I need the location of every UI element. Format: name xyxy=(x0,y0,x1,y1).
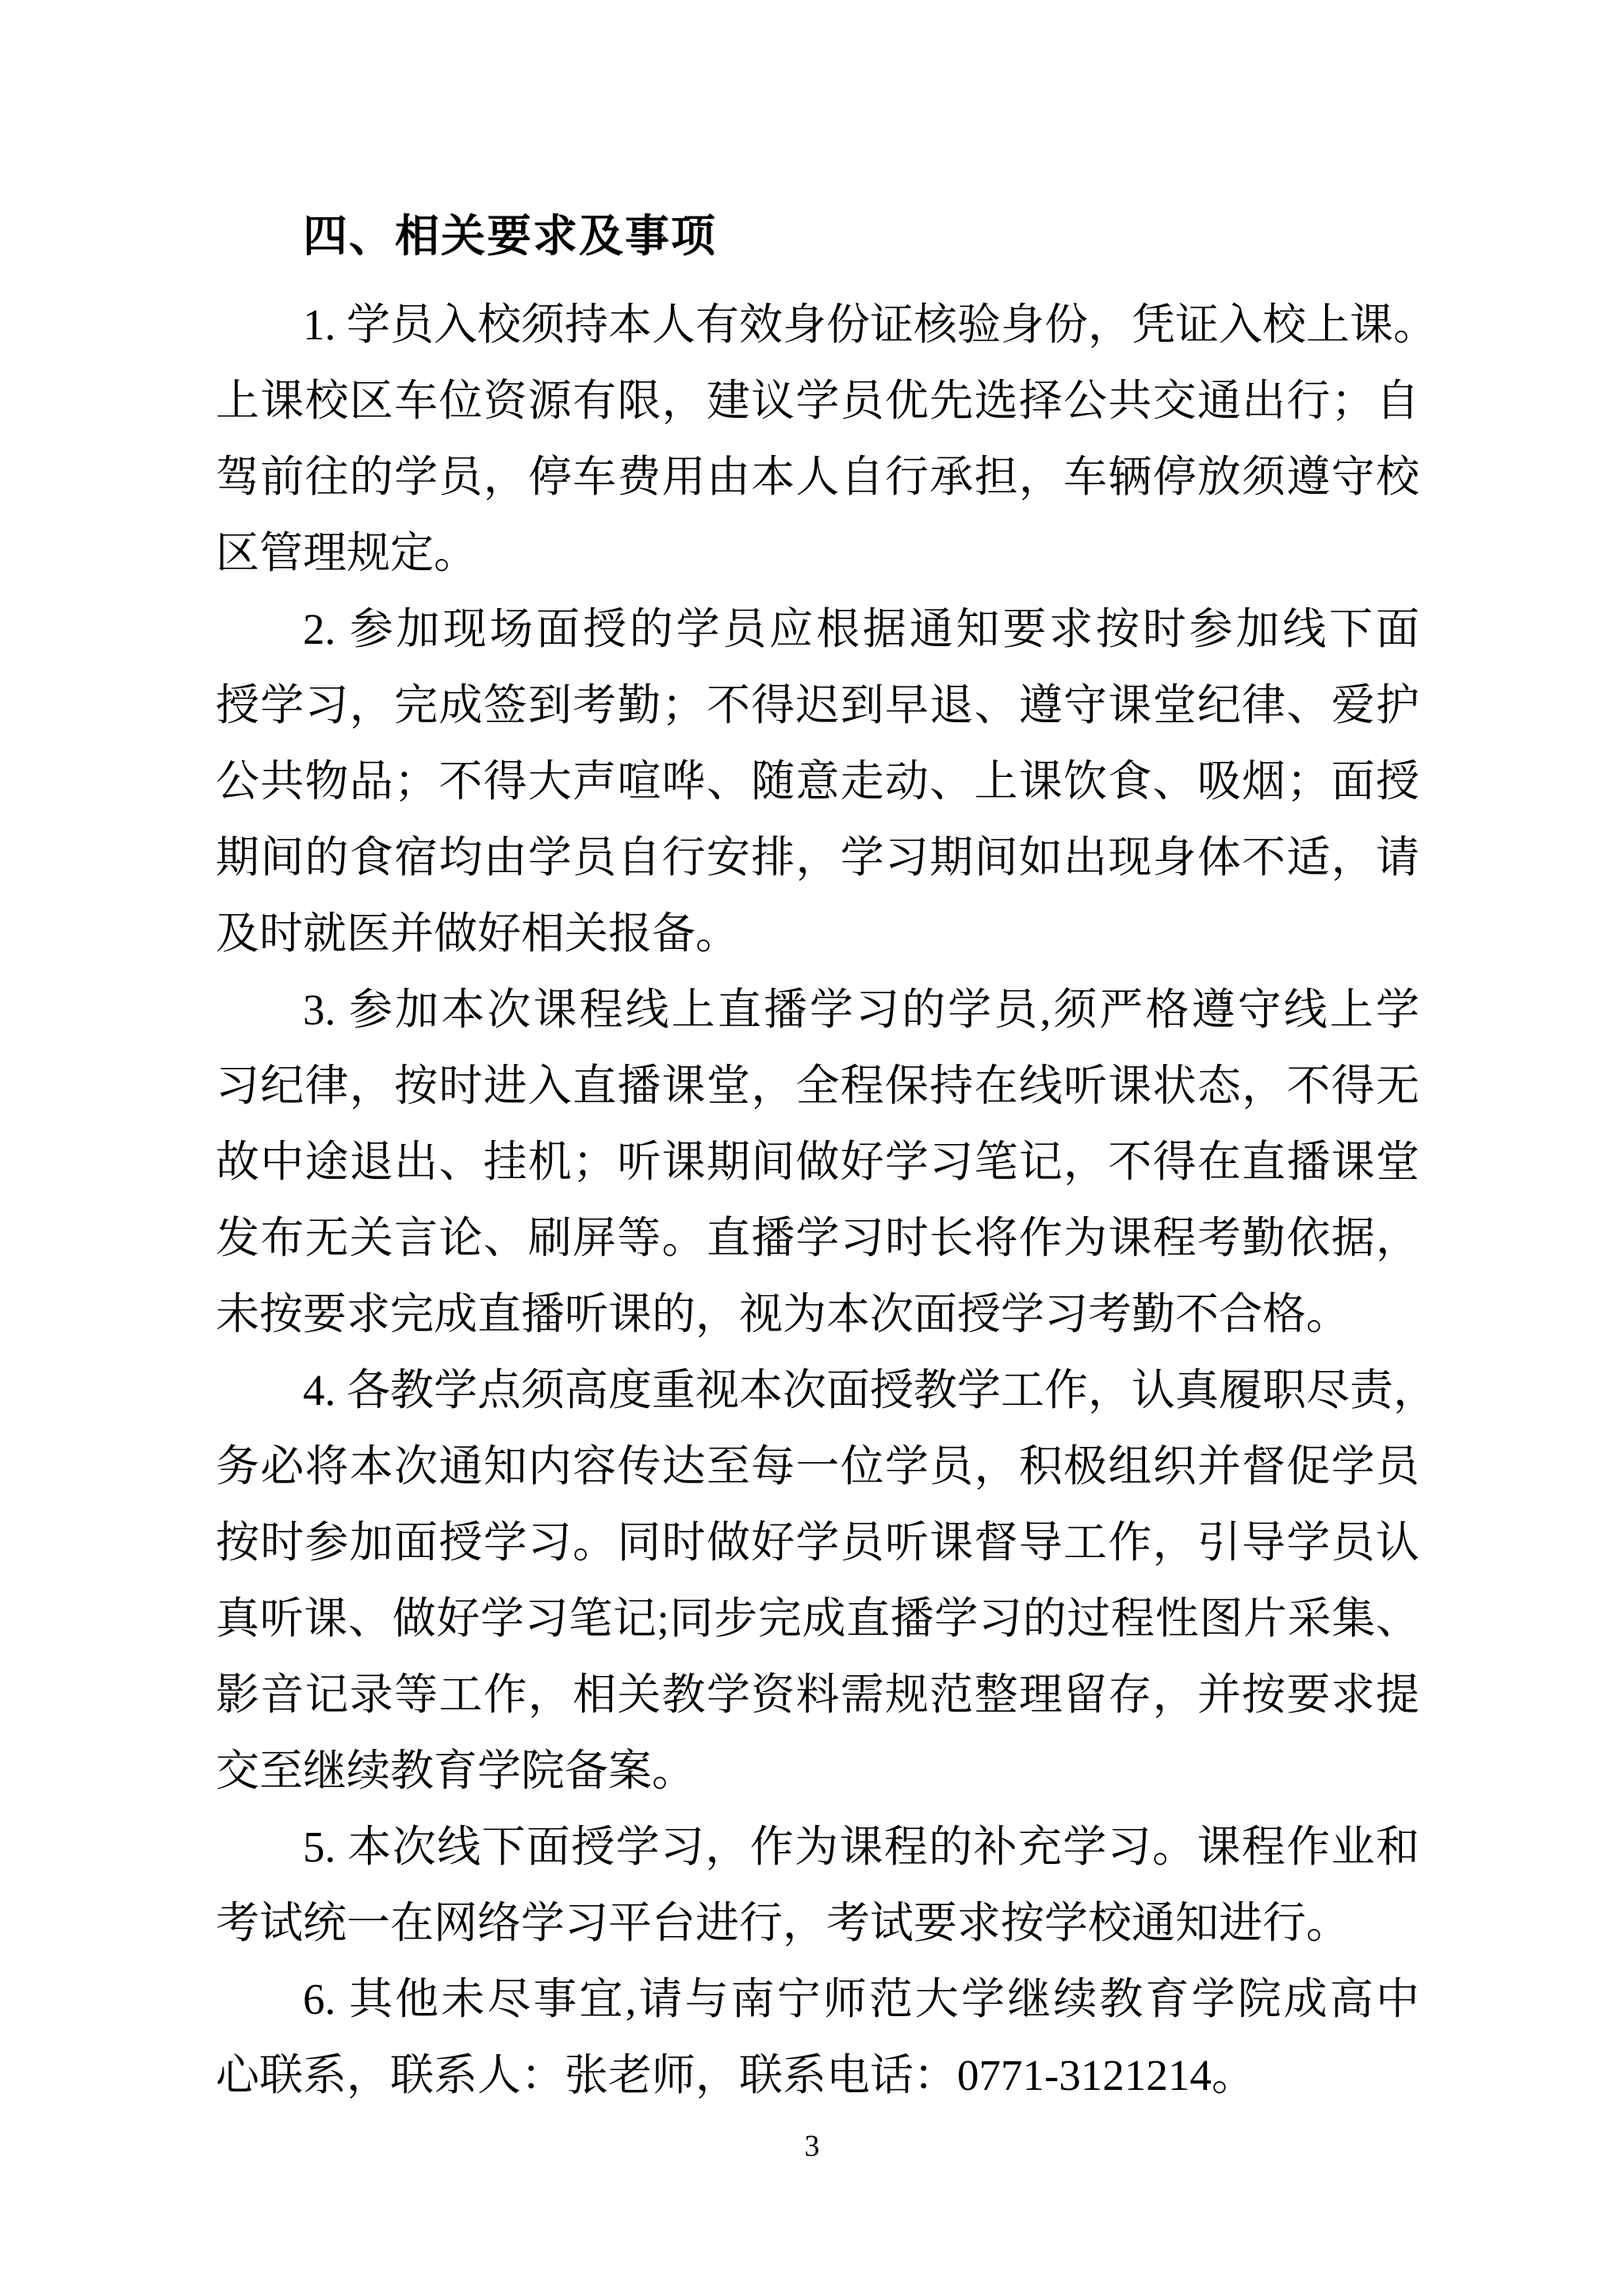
page-number: 3 xyxy=(804,2130,820,2163)
section-heading: 四、相关要求及事项 xyxy=(303,211,717,261)
text-line: 6. 其他未尽事宜,请与南宁师范大学继续教育学院成高中 xyxy=(303,1975,1419,2023)
text-line: 未按要求完成直播听课的，视为本次面授学习考勤不合格。 xyxy=(216,1290,1350,1338)
document-content xyxy=(216,198,1438,2114)
text-line: 期间的食宿均由学员自行安排，学习期间如出现身体不适，请 xyxy=(216,833,1419,882)
body-text xyxy=(216,287,1438,2114)
text-line: 心联系，联系人：张老师，联系电话：0771-3121214。 xyxy=(216,2051,1255,2099)
text-line: 4. 各教学点须高度重视本次面授教学工作，认真履职尽责， xyxy=(303,1366,1438,1414)
text-line: 故中途退出、挂机；听课期间做好学习笔记，不得在直播课堂 xyxy=(216,1138,1419,1186)
text-line: 真听课、做好学习笔记;同步完成直播学习的过程性图片采集、 xyxy=(216,1594,1419,1643)
text-line: 交至继续教育学院备案。 xyxy=(216,1747,696,1795)
text-line: 影音记录等工作，相关教学资料需规范整理留存，并按要求提 xyxy=(216,1670,1419,1719)
text-line: 区管理规定。 xyxy=(216,529,478,577)
text-line: 授学习，完成签到考勤；不得迟到早退、遵守课堂纪律、爱护 xyxy=(216,681,1419,729)
text-line: 驾前往的学员，停车费用由本人自行承担，车辆停放须遵守校 xyxy=(216,453,1419,501)
text-line: 上课校区车位资源有限，建议学员优先选择公共交通出行；自 xyxy=(216,377,1419,425)
text-line: 习纪律，按时进入直播课堂，全程保持在线听课状态，不得无 xyxy=(216,1062,1419,1110)
text-line: 考试统一在网络学习平台进行，考试要求按学校通知进行。 xyxy=(216,1899,1350,1947)
text-line: 1. 学员入校须持本人有效身份证核验身份，凭证入校上课。 xyxy=(303,300,1438,349)
text-line: 公共物品；不得大声喧哗、随意走动、上课饮食、吸烟；面授 xyxy=(216,757,1419,806)
text-line: 按时参加面授学习。同时做好学员听课督导工作，引导学员认 xyxy=(216,1518,1419,1567)
text-line: 5. 本次线下面授学习，作为课程的补充学习。课程作业和 xyxy=(303,1823,1419,1871)
text-line: 3. 参加本次课程线上直播学习的学员,须严格遵守线上学 xyxy=(303,985,1419,1034)
text-line: 务必将本次通知内容传达至每一位学员，积极组织并督促学员 xyxy=(216,1442,1419,1490)
text-line: 发布无关言论、刷屏等。直播学习时长将作为课程考勤依据， xyxy=(216,1214,1419,1262)
text-line: 及时就医并做好相关报备。 xyxy=(216,909,740,958)
text-line: 2. 参加现场面授的学员应根据通知要求按时参加线下面 xyxy=(303,605,1419,653)
